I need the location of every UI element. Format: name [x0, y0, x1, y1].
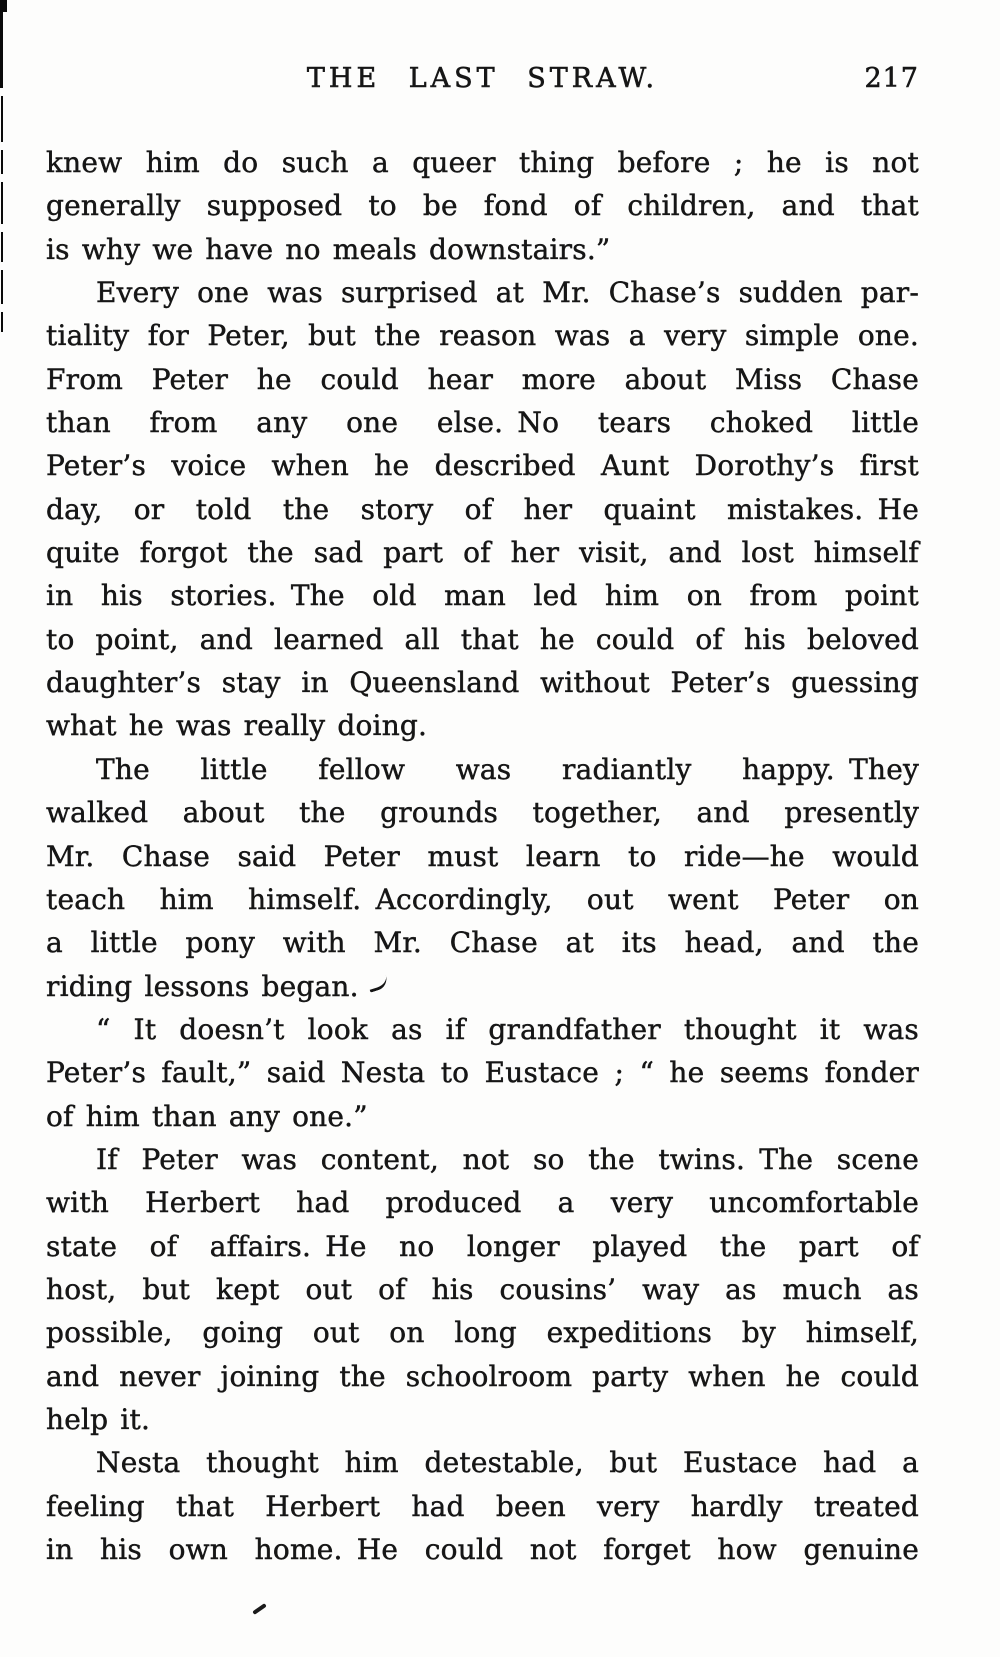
text-line: teach him himself. Accordingly, out went Peter on — [46, 882, 919, 916]
text-line: Nesta thought him detestable, but Eustace had a — [96, 1446, 919, 1480]
text-line: generally supposed to be fond of children, and that — [46, 189, 919, 223]
scan-artifact-edge-segment — [1, 270, 3, 304]
text-line: Every one was surprised at Mr. Chase’s sudden par- — [96, 276, 919, 310]
text-line: quite forgot the sad part of her visit, and lost himself — [46, 536, 919, 570]
text-line: possible, going out on long expeditions by himself, — [46, 1316, 919, 1350]
text-line: Mr. Chase said Peter must learn to ride—he would — [46, 839, 919, 873]
scan-artifact-edge-segment — [1, 150, 3, 174]
running-title: THE LAST STRAW. — [306, 63, 659, 94]
text-line: and never joining the schoolroom party when he could — [46, 1359, 919, 1393]
text-line: in his own home. He could not forget how genuine — [46, 1533, 919, 1566]
scan-artifact-edge-segment — [1, 182, 3, 224]
text-line: what he was really doing. — [46, 709, 428, 743]
scan-artifact-edge-segment — [1, 232, 3, 262]
text-line: From Peter he could hear more about Miss Chase — [46, 362, 919, 396]
scan-artifact-edge-segment — [1, 96, 3, 142]
text-line: host, but kept out of his cousins’ way as much as — [46, 1272, 919, 1306]
text-line: feeling that Herbert had been very hardly treated — [46, 1489, 919, 1523]
text-line: in his stories. The old man led him on from point — [46, 579, 919, 613]
page-number: 217 — [864, 63, 919, 94]
text-line: to point, and learned all that he could of his beloved — [46, 622, 919, 656]
text-line: than from any one else. No tears choked little — [46, 406, 919, 440]
body-text — [46, 141, 919, 1571]
text-line: The little fellow was radiantly happy. They — [96, 752, 919, 786]
text-line: riding lessons began. — [46, 969, 359, 1003]
page-header — [46, 62, 919, 102]
text-line: is why we have no meals downstairs.” — [46, 232, 611, 266]
text-line: with Herbert had produced a very uncomfortable — [46, 1186, 919, 1220]
scan-artifact-edge-segment — [1, 312, 3, 332]
text-line: Peter’s voice when he described Aunt Dorothy’s first — [46, 449, 919, 483]
text-line: knew him do such a queer thing before ; he is not — [46, 146, 919, 179]
scan-artifact-stray-mark — [252, 1603, 267, 1615]
text-line: Peter’s fault,” said Nesta to Eustace ; “ he seems fonder — [46, 1056, 919, 1090]
scan-artifact-edge-segment — [0, 8, 3, 88]
text-line: daughter’s stay in Queensland without Peter’s guessing — [46, 666, 919, 700]
text-line: tiality for Peter, but the reason was a very simple one. — [46, 319, 919, 353]
text-line: help it. — [46, 1402, 151, 1436]
text-line: state of affairs. He no longer played the part of — [46, 1229, 919, 1263]
text-line: of him than any one.” — [46, 1099, 368, 1133]
text-line: “ It doesn’t look as if grandfather thought it was — [96, 1012, 919, 1046]
text-line: a little pony with Mr. Chase at its head, and the — [46, 926, 919, 960]
text-line: If Peter was content, not so the twins. The scene — [96, 1142, 919, 1176]
text-line: walked about the grounds together, and presently — [46, 796, 919, 830]
text-line: day, or told the story of her quaint mistakes. He — [46, 492, 919, 526]
